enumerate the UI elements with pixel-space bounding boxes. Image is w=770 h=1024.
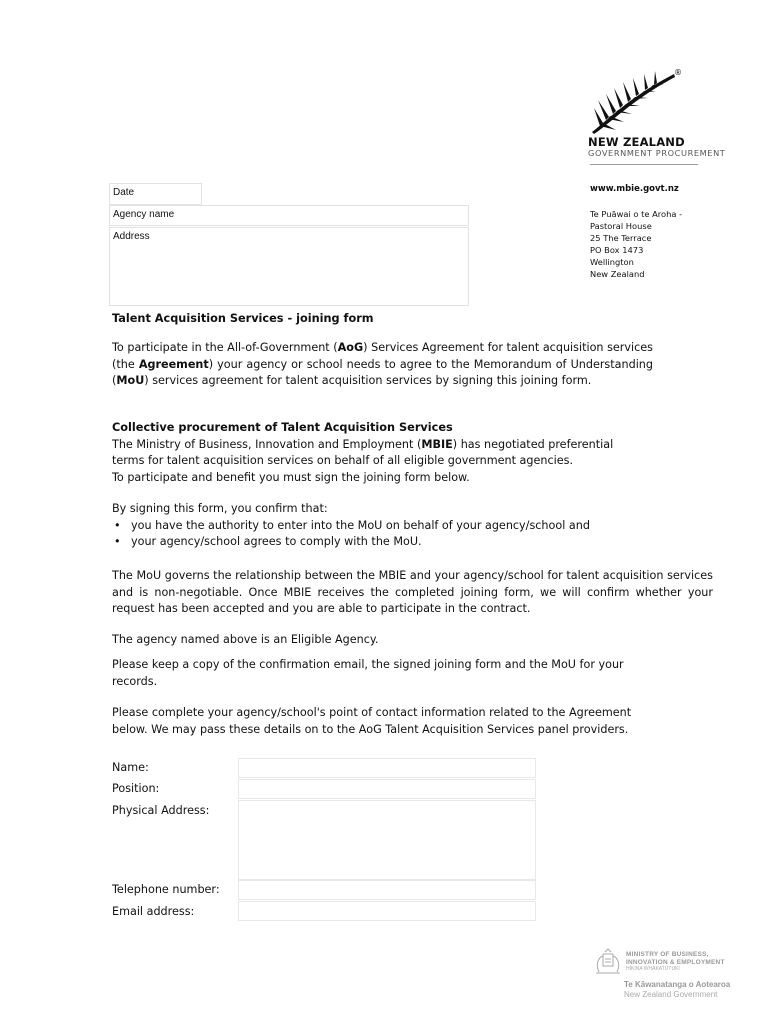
- date-field[interactable]: [109, 183, 202, 205]
- website-link[interactable]: www.mbie.govt.nz: [590, 184, 679, 194]
- telephone-input[interactable]: [238, 880, 536, 900]
- mou-term: MoU: [116, 374, 145, 388]
- confirm-list: [112, 518, 672, 551]
- confirm-section: [112, 501, 672, 551]
- list-item: • you have the authority to enter into the MoU on behalf of your agency/school and: [112, 518, 672, 535]
- physical-address-label: Physical Address:: [112, 804, 210, 817]
- collective-heading: Collective procurement of Talent Acquisition Services: [112, 421, 453, 434]
- agency-name-label: Agency name: [113, 209, 175, 220]
- contact-paragraph: Please complete your agency/school's point of contact information related to the Agreement below. We may pass these details on to the AoG Talent Acquisition Services panel providers.: [112, 706, 632, 736]
- address-line: PO Box 1473: [590, 245, 644, 255]
- physical-address-input[interactable]: [238, 800, 536, 880]
- telephone-label: Telephone number:: [112, 883, 220, 896]
- name-input[interactable]: [238, 758, 536, 778]
- email-input[interactable]: [238, 901, 536, 921]
- text-run: ) has negotiated preferential: [452, 437, 614, 451]
- text-run: ) your agency or school needs to agree to the Memorandum of Understanding (: [112, 357, 653, 388]
- text-run: ) services agreement for talent acquisition services by signing this joining form.: [144, 374, 592, 388]
- address-field[interactable]: [109, 227, 469, 306]
- registered-mark: ®: [674, 68, 682, 77]
- position-input[interactable]: [238, 779, 536, 799]
- mbie-line: INNOVATION & EMPLOYMENT: [626, 958, 725, 966]
- address-line: New Zealand: [590, 269, 645, 279]
- postal-address: [590, 208, 682, 280]
- mbie-line: MINISTRY OF BUSINESS,: [626, 951, 709, 958]
- nz-government-text: New Zealand Government: [624, 990, 718, 999]
- address-label: Address: [113, 231, 150, 242]
- mbie-term: MBIE: [421, 437, 453, 451]
- aog-term: AoG: [337, 341, 364, 354]
- maori-government-text: Te Kāwanatanga o Aotearoa: [624, 980, 731, 989]
- agency-name-field[interactable]: [109, 205, 469, 226]
- logo-divider: [590, 164, 698, 165]
- text-run: ) Services Agreement for talent acquisition services (the: [112, 341, 653, 371]
- text-run: To participate in the All-of-Government (: [112, 341, 338, 354]
- collective-section: [112, 420, 672, 486]
- confirm-intro: By signing this form, you confirm that:: [112, 502, 328, 515]
- intro-paragraph: [112, 340, 653, 390]
- address-line: Pastoral House: [590, 221, 652, 231]
- position-label: Position:: [112, 782, 160, 795]
- collective-line: To participate and benefit you must sign the joining form below.: [112, 470, 470, 484]
- collective-line: terms for talent acquisition services on behalf of all eligible government agencies.: [112, 454, 574, 468]
- mbie-maori-line: HĪKINA WHAKATUTUKI: [626, 966, 680, 973]
- address-line: Wellington: [590, 257, 634, 267]
- fern-logo-icon: [588, 68, 678, 138]
- mbie-logo-text: [626, 951, 725, 972]
- text-run: The Ministry of Business, Innovation and Employment (: [112, 437, 422, 451]
- logo-title: NEW ZEALAND: [588, 135, 685, 149]
- coat-of-arms-icon: [593, 948, 623, 980]
- address-line: 25 The Terrace: [590, 233, 652, 243]
- eligible-paragraph: The agency named above is an Eligible Agency.: [112, 633, 379, 646]
- agreement-term: Agreement: [138, 357, 209, 371]
- logo-subtitle: GOVERNMENT PROCUREMENT: [588, 148, 726, 158]
- collective-line: [112, 437, 672, 454]
- copy-paragraph: Please keep a copy of the confirmation email, the signed joining form and the MoU for your records.: [112, 658, 624, 688]
- mou-paragraph: The MoU governs the relationship between the MBIE and your agency/school for talent acquisition services and is non-negotiable. Once MBIE receives the completed joining form, we will confirm whether your request has been accepted and you are able to participate in the contract.: [112, 569, 713, 616]
- form-title: Talent Acquisition Services - joining form: [112, 312, 374, 325]
- email-label: Email address:: [112, 905, 195, 918]
- address-line: Te Puāwai o te Aroha -: [590, 209, 683, 219]
- list-item: • your agency/school agrees to comply with the MoU.: [112, 534, 672, 551]
- date-label: Date: [113, 187, 135, 198]
- name-label: Name:: [112, 761, 149, 774]
